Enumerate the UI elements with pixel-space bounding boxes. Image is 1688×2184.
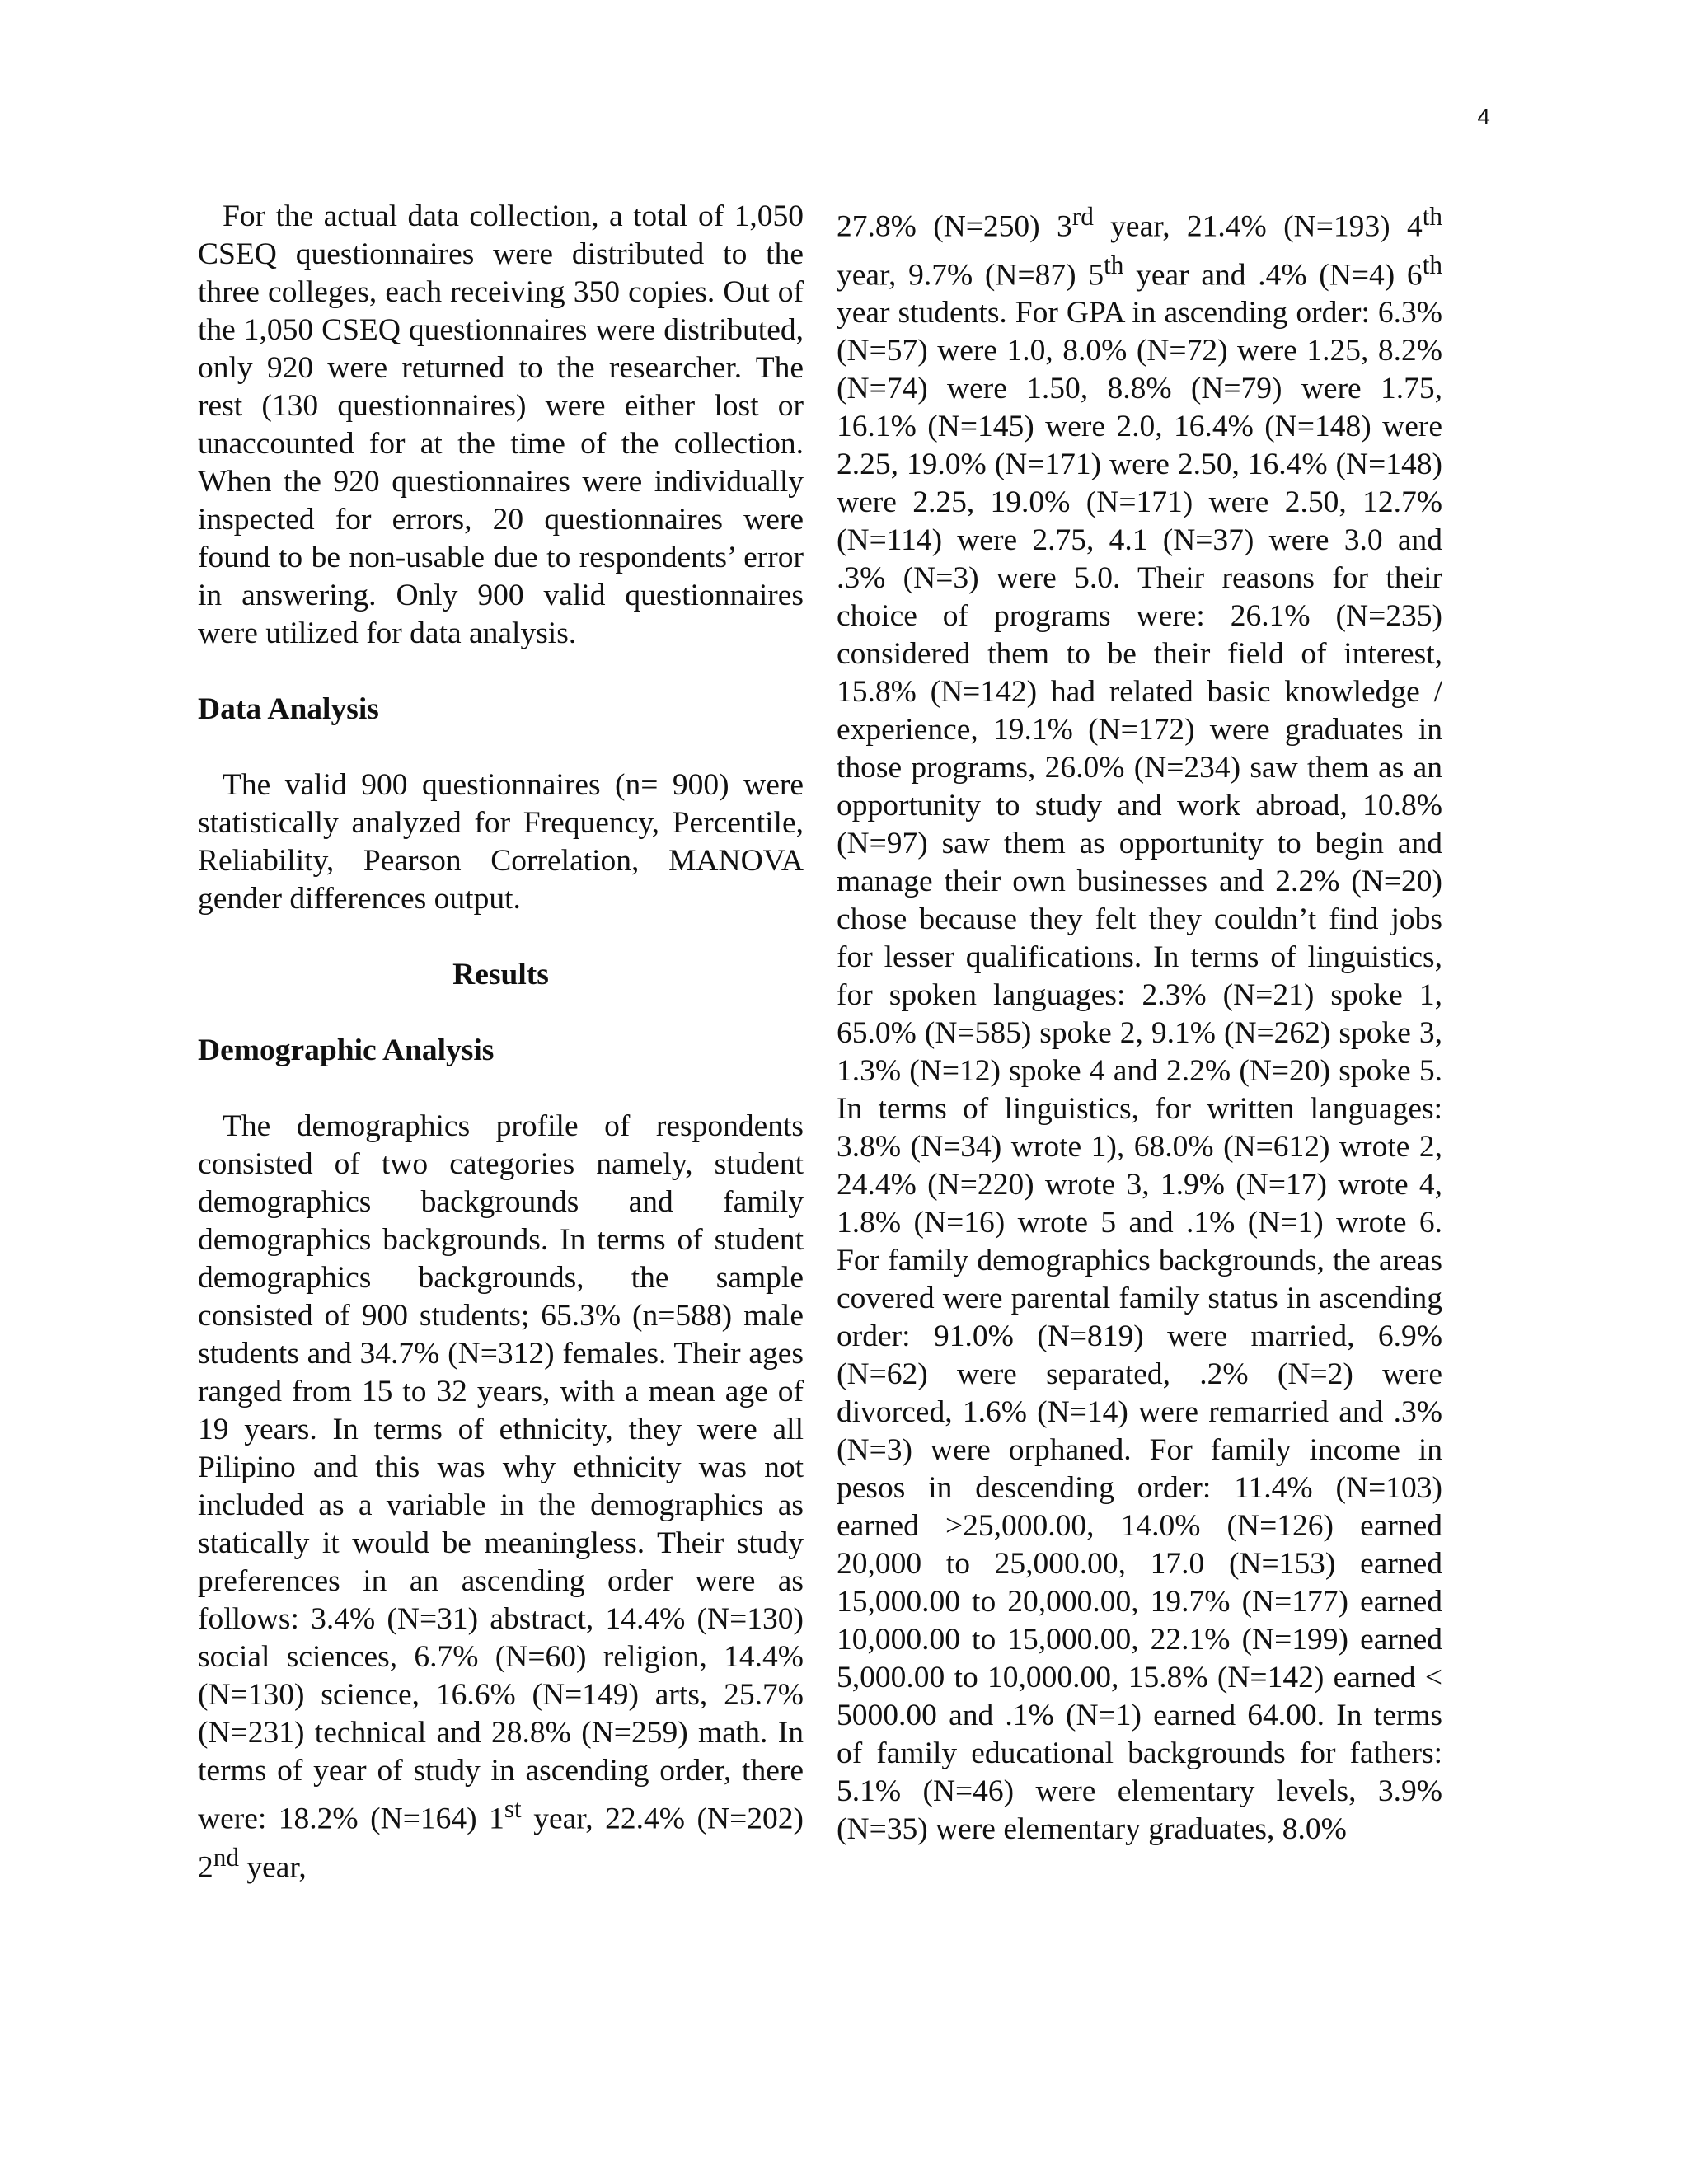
right-column [837,198,1442,1849]
left-column [198,198,804,1886]
paragraph-data-collection: For the actual data collection, a total of 1,050 CSEQ questionnaires were distributed to the three colleges, each receiving 350 copies. Out of the 1,050 CSEQ questionnaires were distributed, only 920 were returned to the researcher. The rest (130 questionnaires) were either lost or unaccounted for at the time of the collection. When the 920 questionnaires were individually inspected for errors, 20 questionnaires were found to be non-usable due to respondents’ error in answering. Only 900 valid questionnaires were utilized for data analysis. [198,199,804,650]
spacer [198,653,804,691]
demographics-text: The demographics profile of respondents consisted of two categories namely, student demographics backgrounds and family demographics backgrounds. In terms of student demographics backgrounds, the sample consisted of 900 students; 65.3% (n=588) male students and 34.7% (N=312) females. Their ages ranged from 15 to 32 years, with a mean age of 19 years. In terms of ethnicity, they were all Pilipino and this was why ethnicity was not included as a variable in the demographics as statically it would be meaningless. Their study preferences in an ascending order were as follows: 3.4% (N=31) abstract, 14.4% (N=130) social sciences, 6.7% (N=60) religion, 14.4% (N=130) science, 16.6% (N=149) arts, 25.7% (N=231) technical and 28.8% (N=259) math. In terms of year of study in ascending order, there were: 18.2% (N=164) 1 [198,1109,804,1836]
heading-demographic-analysis: Demographic Analysis [198,1033,495,1067]
superscript: th [1422,202,1443,231]
spacer [198,918,804,956]
continued-text-b: year, 21.4% (N=193) 4 [1093,209,1423,244]
superscript: th [1422,250,1442,279]
spacer [198,994,804,1032]
heading-results: Results [452,958,549,991]
continued-text-e: year students. For GPA in ascending order: 6.3% (N=57) were 1.0, 8.0% (N=72) were 1.25, 8.2% (N=74) were 1.50, 8.8% (N=79) were 1.75, 16.1% (N=145) were 2.0, 16.4% (N=148) were 2.25, 19.0% (N=171) were 2.50, 16.4% (N=148) were 2.25, 19.0% (N=171) were 2.50, 12.7% (N=114) were 2.75, 4.1 (N=37) were 3.0 and .3% (N=3) were 5.0. Their reasons for their choice of programs were: 26.1% (N=235) considered them to be their field of interest, 15.8% (N=142) had related basic knowledge / experience, 19.1% (N=172) were graduates in those programs, 26.0% (N=234) saw them as an opportunity to study and work abroad, 10.8% (N=97) saw them as opportunity to begin and manage their own businesses and 2.2% (N=20) chose because they felt they couldn’t find jobs for lesser qualifications. In terms of linguistics, for spoken languages: 2.3% (N=21) spoke 1, 65.0% (N=585) spoke 2, 9.1% (N=262) spoke 3, 1.3% (N=12) spoke 4 and 2.2% (N=20) spoke 5. In terms of linguistics, for written languages: 3.8% (N=34) wrote 1), 68.0% (N=612) wrote 2, 24.4% (N=220) wrote 3, 1.9% (N=17) wrote 4, 1.8% (N=16) wrote 5 and .1% (N=1) wrote 6. For family demographics backgrounds, the areas covered were parental family status in ascending order: 91.0% (N=819) were married, 6.9% (N=62) were separated, .2% (N=2) were divorced, 1.6% (N=14) were remarried and .3% (N=3) were orphaned. For family income in pesos in descending order: 11.4% (N=103) earned >25,000.00, 14.0% (N=126) earned 20,000 to 25,000.00, 17.0 (N=153) earned 15,000.00 to 20,000.00, 19.7% (N=177) earned 10,000.00 to 15,000.00, 22.1% (N=199) earned 5,000.00 to 10,000.00, 15.8% (N=142) earned < 5000.00 and .1% (N=1) earned 64.00. In terms of family educational backgrounds for fathers: 5.1% (N=46) were elementary levels, 3.9% (N=35) were elementary graduates, 8.0% [837,296,1442,1846]
continued-text-c: year, 9.7% (N=87) 5 [837,258,1104,292]
superscript: st [504,1794,522,1823]
continued-text-a: 27.8% (N=250) 3 [837,209,1072,244]
superscript: th [1104,250,1124,279]
spacer [198,729,804,766]
paragraph-data-analysis: The valid 900 questionnaires (n= 900) were statistically analyzed for Frequency, Percentile, Reliability, Pearson Correlation, MANOVA gender differences output. [198,768,804,916]
paragraph-demographics [198,1108,804,1886]
page-number: 4 [1477,104,1490,129]
demographics-text-b: year, 22.4% (N=202) 2 [198,1802,804,1884]
superscript: nd [213,1842,239,1872]
superscript: rd [1071,202,1094,231]
paragraph-continued [837,198,1442,1849]
continued-text-d: year and .4% (N=4) 6 [1123,258,1423,292]
demographics-text-c: year, [239,1850,307,1884]
spacer [198,1070,804,1108]
heading-data-analysis: Data Analysis [198,692,379,726]
